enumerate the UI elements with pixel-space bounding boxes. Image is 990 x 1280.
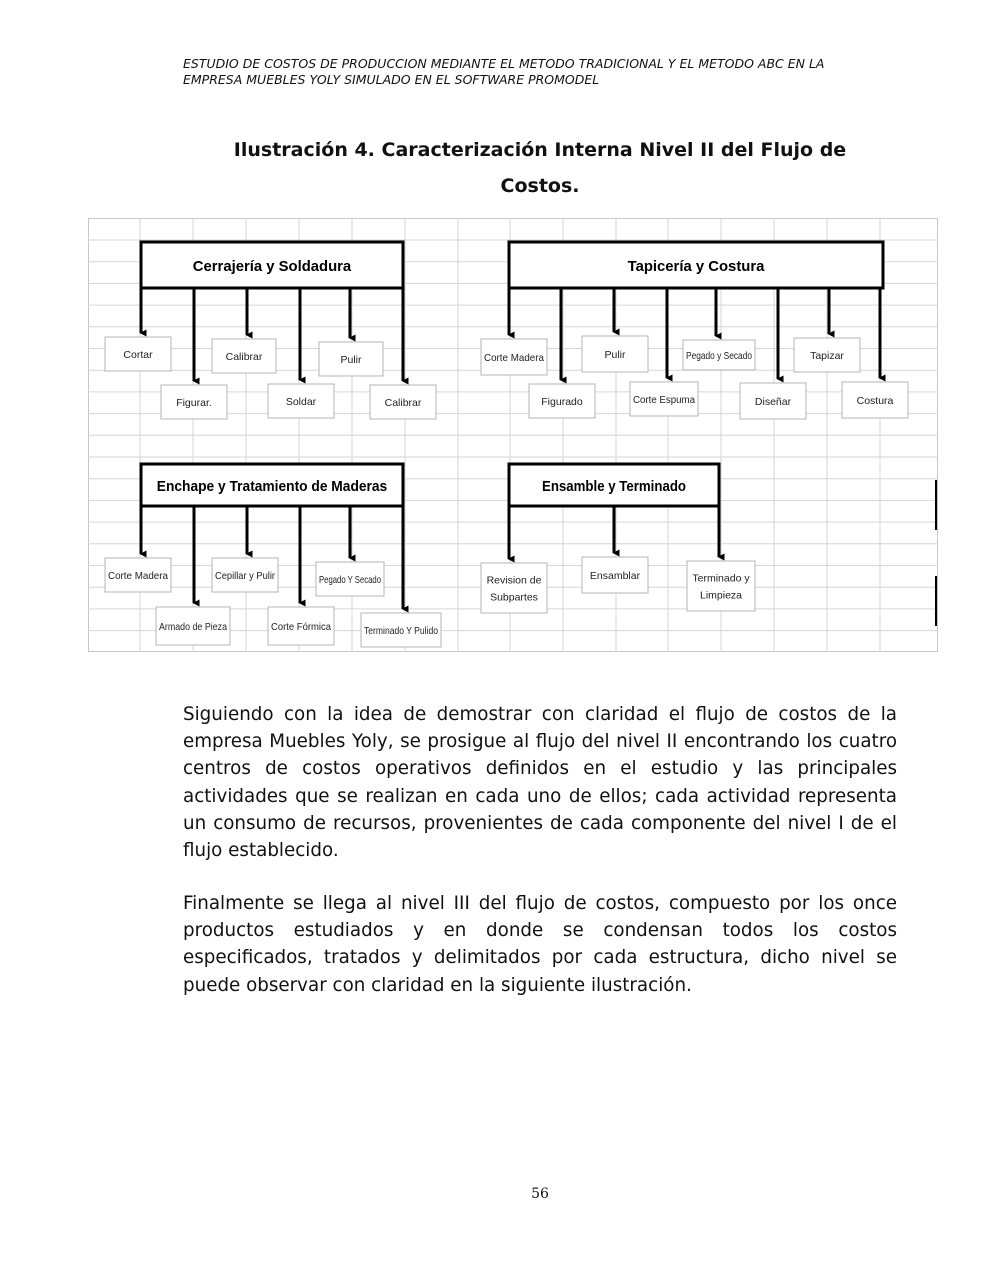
cost-center-title: Ensamble y Terminado: [542, 478, 686, 495]
activity-label: Limpieza: [699, 589, 743, 602]
activity-label: Pegado y Secado: [686, 350, 753, 362]
activity-label: Corte Madera: [484, 352, 545, 364]
activity-label: Cepillar y Pulir: [215, 570, 276, 582]
body-paragraph-2: Finalmente se llega al nivel III del flujo de costos, compuesto por los once productos estudiados y en donde se condensan todos los costos especificados, tratados y delimitados por cada estructura, dicho nivel se puede observar con claridad en la siguiente ilustración.: [183, 893, 897, 996]
cost-center-title: Cerrajería y Soldadura: [192, 258, 352, 275]
activity-label: Pulir: [340, 354, 362, 366]
activity-label: Corte Espuma: [633, 394, 696, 406]
activity-label: Subpartes: [490, 591, 538, 604]
activity-label: Figurar.: [176, 397, 212, 409]
figure-title: [200, 132, 880, 204]
activity-label: Calibrar: [225, 351, 263, 363]
body-paragraph-1: Siguiendo con la idea de demostrar con claridad el flujo de costos de la empresa Muebles Yoly, se prosigue al flujo del nivel II encontrando los cuatro centros de costos operativos definidos en el estudio y las principales actividades que se realizan en cada uno de ellos; cada actividad representa un consumo de recursos, provenientes de cada componente del nivel I de el flujo establecido.: [183, 704, 897, 862]
running-header: [183, 56, 903, 88]
activity-label: Costura: [856, 395, 894, 407]
activity-label: Ensamblar: [589, 570, 641, 582]
activity-box: [481, 563, 547, 613]
activity-label: Soldar: [285, 396, 317, 408]
activity-label: Terminado y: [692, 572, 750, 585]
activity-label: Revision de: [486, 574, 542, 587]
activity-label: Tapizar: [810, 350, 844, 362]
running-header-line-1: ESTUDIO DE COSTOS DE PRODUCCION MEDIANTE EL METODO TRADICIONAL Y EL METODO ABC EN LA: [183, 56, 825, 71]
activity-label: Calibrar: [384, 397, 422, 409]
page-number: 56: [531, 1186, 549, 1202]
activity-label: Armado de Pieza: [159, 621, 228, 633]
activity-label: Diseñar: [754, 396, 792, 408]
activity-label: Cortar: [123, 349, 153, 361]
cost-center-title: Enchape y Tratamiento de Maderas: [156, 478, 388, 495]
activity-label: Terminado Y Pulido: [364, 625, 439, 637]
figure-title-line-1: Ilustración 4. Caracterización Interna Nivel II del Flujo de: [233, 139, 847, 161]
activity-label: Corte Madera: [108, 570, 169, 582]
activity-label: Figurado: [541, 396, 583, 408]
cost-center-title: Tapicería y Costura: [627, 258, 766, 275]
activity-label: Pulir: [604, 349, 626, 361]
activity-label: Corte Fórmica: [271, 621, 332, 633]
activity-label: Pegado Y Secado: [319, 574, 382, 586]
figure-title-line-2: Costos.: [500, 175, 580, 197]
running-header-line-2: EMPRESA MUEBLES YOLY SIMULADO EN EL SOFTWARE PROMODEL: [183, 72, 600, 87]
cost-flow-diagram: [88, 218, 938, 652]
activity-box: [687, 561, 755, 611]
